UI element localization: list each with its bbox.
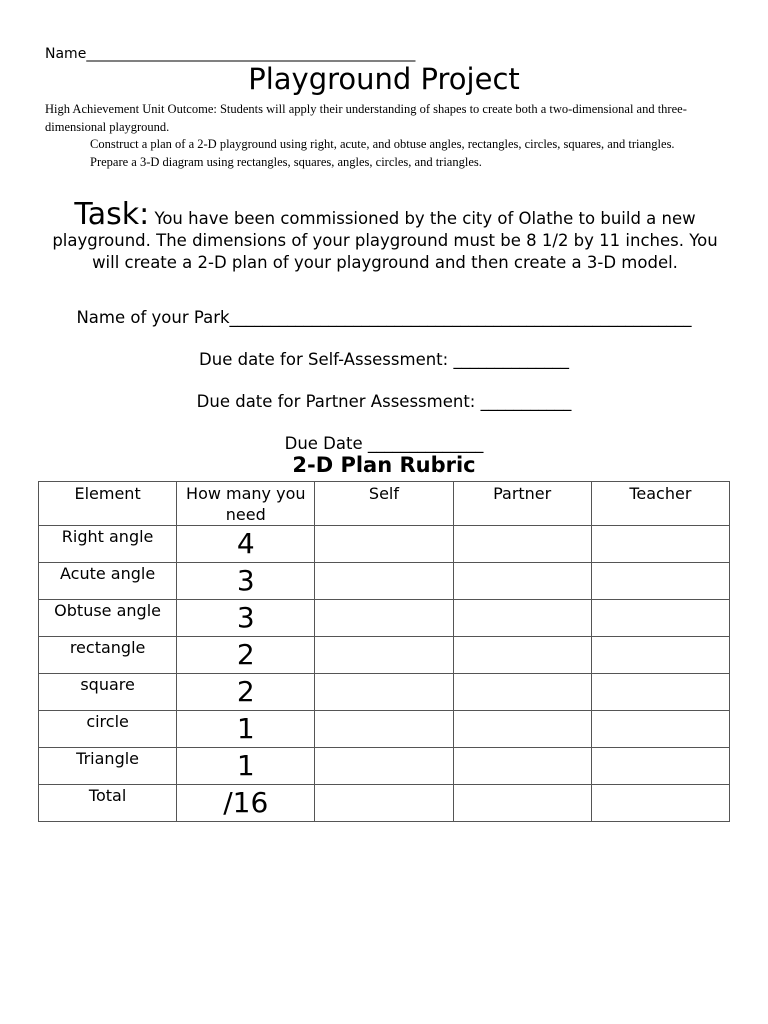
teacher-score-cell[interactable] xyxy=(591,600,729,637)
header-teacher: Teacher xyxy=(591,482,729,526)
element-cell: Total xyxy=(39,785,177,822)
table-row xyxy=(39,748,730,785)
teacher-score-cell[interactable] xyxy=(591,711,729,748)
need-cell: /16 xyxy=(177,785,315,822)
task-label: Task: xyxy=(74,197,150,232)
rubric-table xyxy=(38,481,730,822)
element-cell: Obtuse angle xyxy=(39,600,177,637)
rubric-title: 2-D Plan Rubric xyxy=(292,453,476,477)
self-assessment-due-field[interactable]: Due date for Self-Assessment: ______________ xyxy=(199,350,569,369)
partner-score-cell[interactable] xyxy=(453,600,591,637)
self-score-cell[interactable] xyxy=(315,748,453,785)
partner-score-cell[interactable] xyxy=(453,526,591,563)
self-score-cell[interactable] xyxy=(315,600,453,637)
name-label: Name xyxy=(45,46,87,62)
student-name-line[interactable] xyxy=(45,46,415,62)
teacher-score-cell[interactable] xyxy=(591,785,729,822)
total-row xyxy=(39,785,730,822)
self-score-cell[interactable] xyxy=(315,785,453,822)
partner-score-cell[interactable] xyxy=(453,563,591,600)
outcome-statement: High Achievement Unit Outcome: Students will apply their understanding of shapes to create both a two-dimensional and three- dimensional playground. xyxy=(45,102,687,134)
need-cell: 1 xyxy=(177,711,315,748)
table-row xyxy=(39,563,730,600)
partner-score-cell[interactable] xyxy=(453,785,591,822)
header-self: Self xyxy=(315,482,453,526)
task-text: You have been commissioned by the city of Olathe to build a new playground. The dimensions of your playground must be 8 1/2 by 11 inches. You will create a 2-D plan of your playground and then create a 3-D model. xyxy=(52,209,718,272)
element-cell: Acute angle xyxy=(39,563,177,600)
task-description xyxy=(45,197,725,274)
table-row xyxy=(39,600,730,637)
header-partner: Partner xyxy=(453,482,591,526)
header-how-many: How many you need xyxy=(177,482,315,526)
unit-outcome xyxy=(45,101,715,171)
teacher-score-cell[interactable] xyxy=(591,637,729,674)
teacher-score-cell[interactable] xyxy=(591,674,729,711)
need-cell: 2 xyxy=(177,674,315,711)
due-date-field[interactable]: Due Date ______________ xyxy=(284,434,484,453)
element-cell: rectangle xyxy=(39,637,177,674)
partner-score-cell[interactable] xyxy=(453,637,591,674)
rubric-header-row xyxy=(39,482,730,526)
park-name-field[interactable]: Name of your Park________________________________________________________ xyxy=(76,308,692,327)
outcome-3d-objective: Prepare a 3-D diagram using rectangles, squares, angles, circles, and triangles. xyxy=(90,154,482,169)
need-cell: 1 xyxy=(177,748,315,785)
table-row xyxy=(39,674,730,711)
header-element: Element xyxy=(39,482,177,526)
partner-assessment-due-field[interactable]: Due date for Partner Assessment: ___________ xyxy=(196,392,572,411)
self-score-cell[interactable] xyxy=(315,674,453,711)
table-row xyxy=(39,711,730,748)
need-cell: 3 xyxy=(177,563,315,600)
page-title: Playground Project xyxy=(248,62,520,96)
need-cell: 3 xyxy=(177,600,315,637)
element-cell: square xyxy=(39,674,177,711)
outcome-2d-objective: Construct a plan of a 2-D playground using right, acute, and obtuse angles, rectangles, circles, squares, and triangles. xyxy=(90,137,675,151)
name-blank[interactable]: _______________________________________________ xyxy=(86,46,416,62)
need-cell: 4 xyxy=(177,526,315,563)
table-row xyxy=(39,637,730,674)
element-cell: Triangle xyxy=(39,748,177,785)
teacher-score-cell[interactable] xyxy=(591,563,729,600)
teacher-score-cell[interactable] xyxy=(591,748,729,785)
teacher-score-cell[interactable] xyxy=(591,526,729,563)
partner-score-cell[interactable] xyxy=(453,674,591,711)
element-cell: circle xyxy=(39,711,177,748)
partner-score-cell[interactable] xyxy=(453,711,591,748)
self-score-cell[interactable] xyxy=(315,563,453,600)
self-score-cell[interactable] xyxy=(315,637,453,674)
self-score-cell[interactable] xyxy=(315,526,453,563)
self-score-cell[interactable] xyxy=(315,711,453,748)
table-row xyxy=(39,526,730,563)
partner-score-cell[interactable] xyxy=(453,748,591,785)
need-cell: 2 xyxy=(177,637,315,674)
element-cell: Right angle xyxy=(39,526,177,563)
